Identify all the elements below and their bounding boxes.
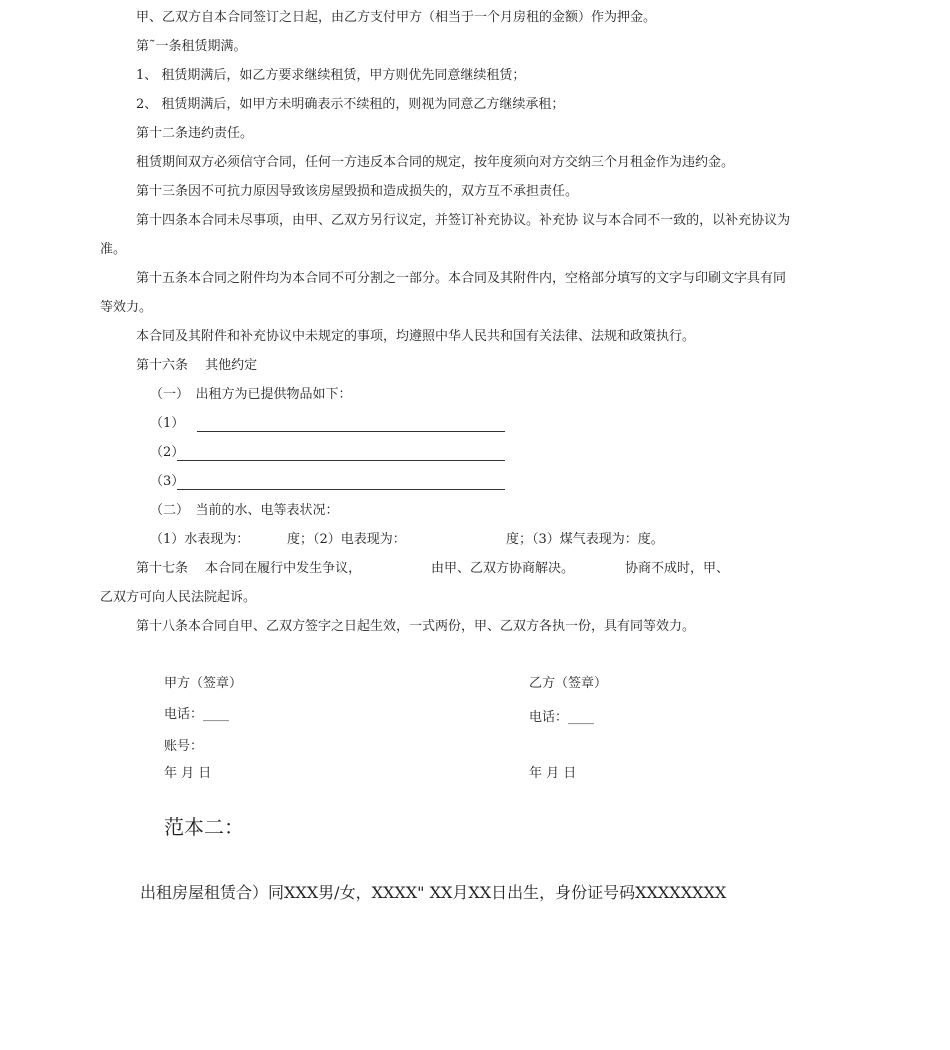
article-14-line-1: 第十四条本合同未尽事项，由甲、乙双方另行议定，并签订补充协议。补充协 议与本合同不一致的，以补充协议为 bbox=[136, 213, 791, 228]
party-a-signature-label: 甲方（签章） bbox=[164, 676, 243, 691]
item-2-blank-line bbox=[177, 460, 505, 461]
meter-water-label: （1）水表现为： bbox=[150, 532, 250, 547]
party-a-account: 账号： bbox=[164, 739, 204, 754]
meter-gas-label: 度；（3）煤气表现为：度。 bbox=[506, 532, 664, 547]
item-1-blank-line bbox=[197, 431, 505, 432]
article-12-body: 租赁期间双方必须信守合同，任何一方违反本合同的规定，按年度须向对方交纳三个月租金作为违约金。 bbox=[136, 155, 735, 170]
item-3-blank-line bbox=[177, 489, 505, 490]
article-17-line-2: 乙双方可向人民法院起诉。 bbox=[100, 590, 257, 605]
party-a-phone: 电话：____ bbox=[164, 707, 230, 722]
article-16-title: 第十六条 其他约定 bbox=[136, 358, 258, 373]
article-16-sub-2: （二） 当前的水、电等表状况： bbox=[150, 503, 339, 518]
item-1-label: （1） bbox=[150, 416, 185, 431]
sample-two-heading: 范本二： bbox=[164, 815, 244, 839]
party-b-signature-label: 乙方（签章） bbox=[529, 676, 608, 691]
article-11-title: 第˜一条租赁期满。 bbox=[136, 39, 247, 54]
article-15-line-2: 等效力。 bbox=[100, 300, 153, 315]
deposit-clause: 甲、乙双方自本合同签订之日起，由乙方支付甲方（相当于一个月房租的金额）作为押金。 bbox=[136, 10, 657, 25]
article-12-title: 第十二条违约责任。 bbox=[136, 126, 254, 141]
party-a-date: 年 月 日 bbox=[164, 766, 212, 781]
article-17-part-c: 协商不成时，甲、 bbox=[625, 561, 730, 576]
article-16-sub-1: （一） 出租方为已提供物品如下： bbox=[150, 387, 352, 402]
item-2-label: （2） bbox=[150, 445, 185, 460]
law-clause: 本合同及其附件和补充协议中未规定的事项，均遵照中华人民共和国有关法律、法规和政策执行。 bbox=[136, 329, 696, 344]
article-11-item-2: 2、 租赁期满后，如甲方未明确表示不续租的，则视为同意乙方继续承租； bbox=[136, 97, 565, 112]
article-17-part-a: 第十七条 本合同在履行中发生争议， bbox=[136, 561, 362, 576]
sample-two-intro: 出租房屋租赁合）同XXX男/女，XXXX" XX月XX日出生，身份证号码XXXXXXXX bbox=[140, 883, 727, 902]
party-b-phone: 电话：____ bbox=[529, 710, 595, 725]
meter-electric-label: 度；（2）电表现为： bbox=[287, 532, 406, 547]
article-13: 第十三条因不可抗力原因导致该房屋毁损和造成损失的，双方互不承担责任。 bbox=[136, 184, 579, 199]
party-b-date: 年 月 日 bbox=[529, 766, 577, 781]
article-15-line-1: 第十五条本合同之附件均为本合同不可分割之一部分。本合同及其附件内，空格部分填写的文字与印刷文字具有同 bbox=[136, 271, 787, 286]
article-18: 第十八条本合同自甲、乙双方签字之日起生效，一式两份，甲、乙双方各执一份，具有同等效力。 bbox=[136, 619, 696, 634]
article-14-line-2: 准。 bbox=[100, 242, 127, 257]
article-17-part-b: 由甲、乙双方协商解决。 bbox=[431, 561, 575, 576]
article-11-item-1: 1、 租赁期满后，如乙方要求继续租赁，甲方则优先同意继续租赁； bbox=[136, 68, 526, 83]
item-3-label: （3） bbox=[150, 474, 185, 489]
